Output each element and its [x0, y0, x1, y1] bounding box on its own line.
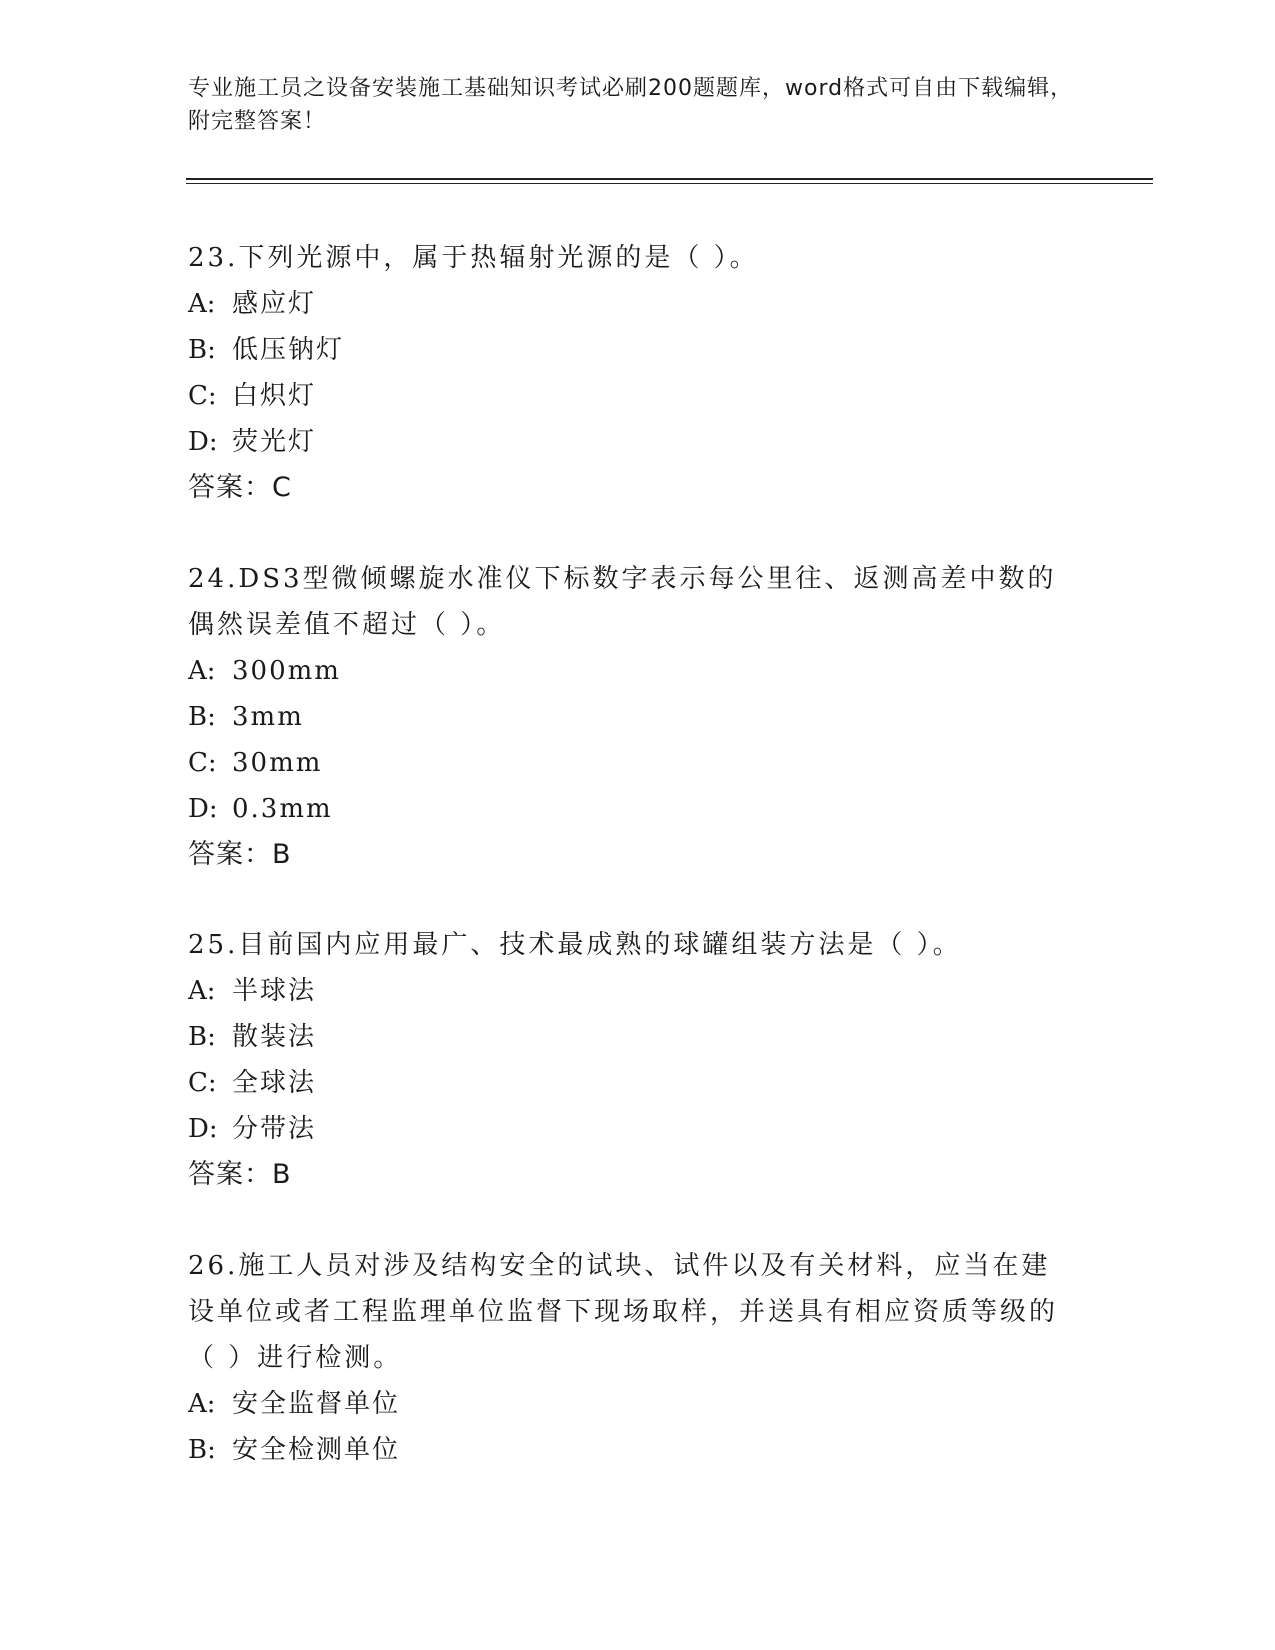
- option-text: 散装法: [232, 1022, 317, 1052]
- option-d: [188, 1106, 1078, 1152]
- document-header: 专业施工员之设备安装施工基础知识考试必刷200题题库，word格式可自由下载编辑，附完整答案！: [188, 76, 1074, 134]
- option-c: [188, 1060, 1078, 1106]
- option-text: 0.3mm: [232, 794, 333, 824]
- option-text: 半球法: [232, 976, 317, 1006]
- option-text: 30mm: [232, 748, 323, 778]
- option-c: [188, 373, 1078, 419]
- option-text: 白炽灯: [232, 381, 317, 411]
- option-text: 感应灯: [232, 289, 317, 319]
- option-letter: C:: [188, 1068, 217, 1098]
- option-text: 荧光灯: [232, 427, 317, 457]
- option-text: 安全检测单位: [232, 1435, 401, 1465]
- option-letter: B:: [188, 1022, 216, 1052]
- option-a: [188, 968, 1078, 1014]
- option-b: [188, 694, 1078, 740]
- option-c: [188, 740, 1078, 786]
- option-letter: A:: [188, 656, 216, 686]
- option-a: [188, 1381, 1078, 1427]
- option-letter: D:: [188, 427, 218, 457]
- question-stem: 26.施工人员对涉及结构安全的试块、试件以及有关材料，应当在建设单位或者工程监理单位监督下现场取样，并送具有相应资质等级的（ ）进行检测。: [188, 1251, 1059, 1373]
- question-stem: 24.DS3型微倾螺旋水准仪下标数字表示每公里往、返测高差中数的偶然误差值不超过（ ）。: [188, 564, 1057, 640]
- option-d: [188, 786, 1078, 832]
- option-letter: C:: [188, 748, 217, 778]
- option-letter: B:: [188, 702, 216, 732]
- answer: 答案：B: [188, 839, 292, 870]
- option-text: 3mm: [232, 702, 304, 732]
- option-letter: A:: [188, 1389, 216, 1419]
- answer: 答案：C: [188, 472, 292, 503]
- option-d: [188, 419, 1078, 465]
- option-letter: A:: [188, 976, 216, 1006]
- header-divider: [186, 178, 1153, 180]
- option-text: 低压钠灯: [232, 335, 345, 365]
- option-a: [188, 281, 1078, 327]
- option-b: [188, 1014, 1078, 1060]
- question-stem: 25.目前国内应用最广、技术最成熟的球罐组装方法是（ ）。: [188, 930, 962, 960]
- option-b: [188, 1427, 1078, 1473]
- question-24: [188, 556, 1078, 878]
- option-letter: A:: [188, 289, 216, 319]
- option-a: [188, 648, 1078, 694]
- question-26: [188, 1243, 1078, 1473]
- option-text: 分带法: [232, 1114, 317, 1144]
- option-text: 300mm: [232, 656, 341, 686]
- option-b: [188, 327, 1078, 373]
- question-23: [188, 235, 1078, 511]
- answer: 答案：B: [188, 1159, 292, 1190]
- question-stem: 23.下列光源中，属于热辐射光源的是（ ）。: [188, 243, 759, 273]
- option-letter: B:: [188, 335, 216, 365]
- question-25: [188, 922, 1078, 1198]
- option-letter: D:: [188, 794, 218, 824]
- option-text: 安全监督单位: [232, 1389, 401, 1419]
- option-letter: B:: [188, 1435, 216, 1465]
- option-text: 全球法: [232, 1068, 317, 1098]
- header-divider-thin: [186, 183, 1153, 184]
- option-letter: C:: [188, 381, 217, 411]
- option-letter: D:: [188, 1114, 218, 1144]
